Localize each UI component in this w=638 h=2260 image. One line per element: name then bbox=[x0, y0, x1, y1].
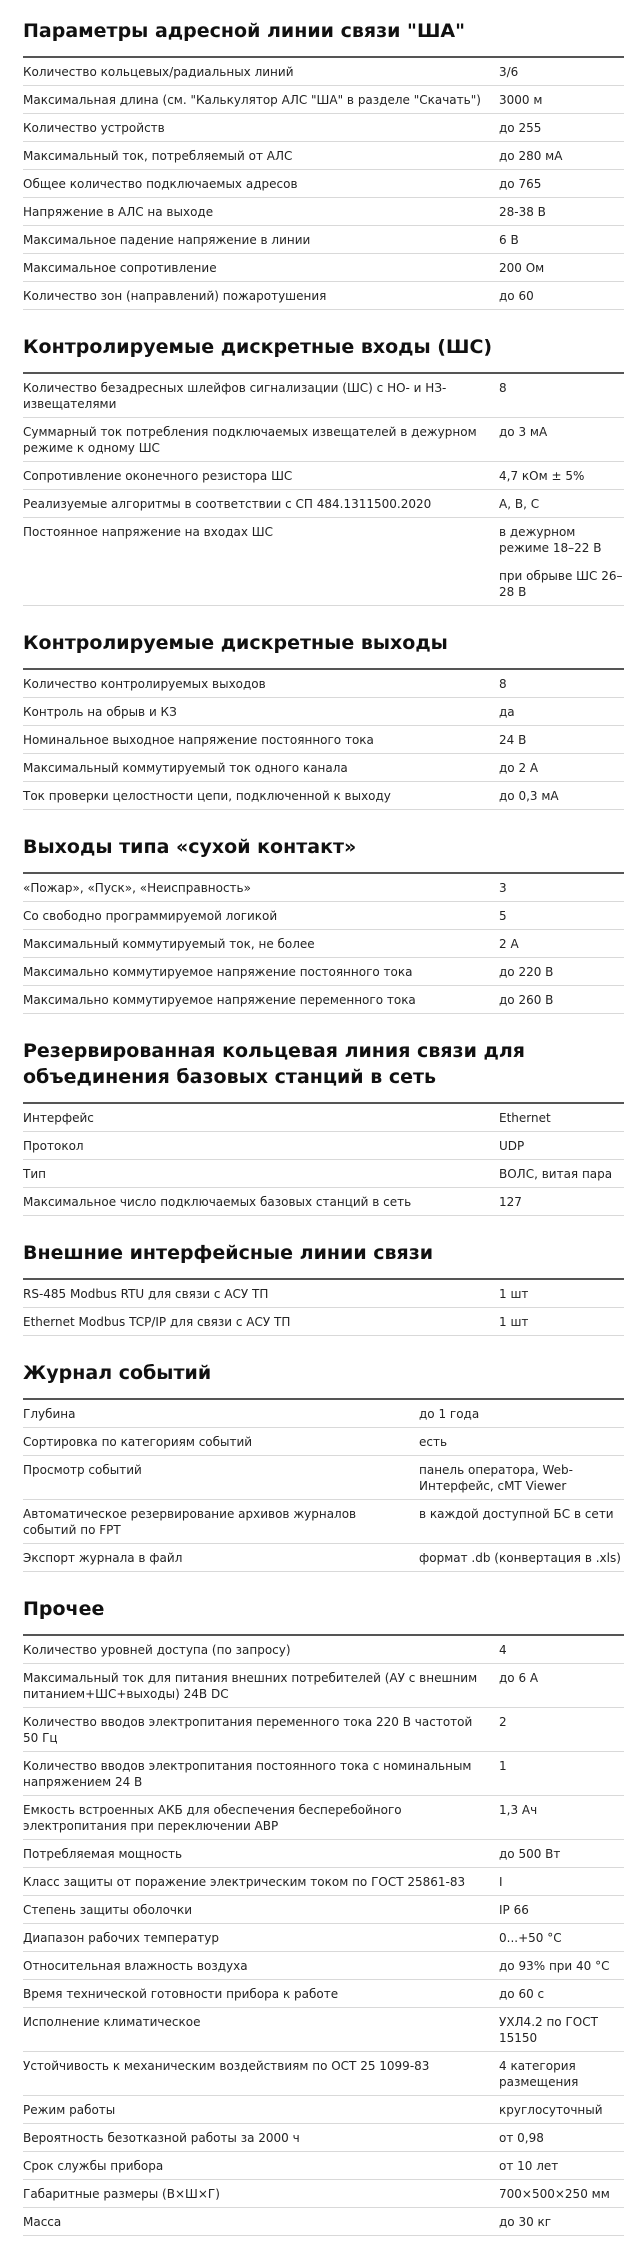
spec-row bbox=[23, 1544, 624, 1572]
spec-row bbox=[23, 282, 624, 310]
spec-value bbox=[499, 902, 624, 930]
spec-parameter: Максимальный ток для питания внешних потребителей (АУ с внешним питанием+ШС+выходы) 24В DC bbox=[23, 1664, 499, 1708]
spec-parameter: Ethernet Modbus TCP/IP для связи с АСУ ТП bbox=[23, 1308, 499, 1336]
spec-value bbox=[499, 2096, 624, 2124]
spec-value-line: ВОЛС, витая пара bbox=[499, 1167, 613, 1181]
spec-parameter: Количество кольцевых/радиальных линий bbox=[23, 57, 499, 86]
spec-value bbox=[499, 114, 624, 142]
spec-row bbox=[23, 1708, 624, 1752]
spec-row bbox=[23, 1308, 624, 1336]
spec-value bbox=[499, 726, 624, 754]
spec-value bbox=[499, 1279, 624, 1308]
spec-value-line: УХЛ4.2 по ГОСТ 15150 bbox=[499, 2015, 598, 2045]
spec-value bbox=[499, 1924, 624, 1952]
spec-parameter: Относительная влажность воздуха bbox=[23, 1952, 499, 1980]
spec-parameter: Количество безадресных шлейфов сигнализации (ШС) с НО- и НЗ-извещателями bbox=[23, 373, 499, 418]
spec-value-line: до 60 с bbox=[499, 1987, 545, 2001]
spec-value bbox=[499, 2180, 624, 2208]
spec-value-line: 28-38 В bbox=[499, 205, 546, 219]
spec-value-line: до 255 bbox=[499, 121, 542, 135]
spec-value bbox=[499, 754, 624, 782]
spec-value bbox=[499, 142, 624, 170]
spec-parameter: Устойчивость к механическим воздействиям по ОСТ 25 1099-83 bbox=[23, 2052, 499, 2096]
spec-parameter: Исполнение климатическое bbox=[23, 2008, 499, 2052]
spec-row bbox=[23, 1840, 624, 1868]
spec-value-line: 8 bbox=[499, 677, 507, 691]
spec-row bbox=[23, 1980, 624, 2008]
spec-value-line: 24 В bbox=[499, 733, 527, 747]
spec-value-line: 3000 м bbox=[499, 93, 543, 107]
spec-section bbox=[23, 1360, 624, 1572]
spec-row bbox=[23, 782, 624, 810]
spec-value-line: 6 В bbox=[499, 233, 519, 247]
spec-row bbox=[23, 1500, 624, 1544]
spec-value-line: IP 66 bbox=[499, 1903, 529, 1917]
spec-row bbox=[23, 373, 624, 418]
spec-value bbox=[499, 2208, 624, 2236]
spec-value bbox=[419, 1500, 624, 1544]
spec-row bbox=[23, 114, 624, 142]
spec-row bbox=[23, 698, 624, 726]
section-title: Прочее bbox=[23, 1598, 105, 1620]
spec-section bbox=[23, 1596, 624, 2236]
spec-row bbox=[23, 2008, 624, 2052]
spec-parameter: Время технической готовности прибора к работе bbox=[23, 1980, 499, 2008]
spec-value bbox=[499, 1952, 624, 1980]
spec-parameter: Реализуемые алгоритмы в соответствии с СП 484.1311500.2020 bbox=[23, 490, 499, 518]
spec-value bbox=[499, 254, 624, 282]
spec-row bbox=[23, 1796, 624, 1840]
spec-parameter: Режим работы bbox=[23, 2096, 499, 2124]
spec-value-line: до 220 В bbox=[499, 965, 554, 979]
section-title: Резервированная кольцевая линия связи для объединения базовых станций в сеть bbox=[23, 1040, 525, 1088]
spec-value bbox=[499, 1752, 624, 1796]
spec-value-line: до 30 кг bbox=[499, 2215, 552, 2229]
spec-value-line: от 0,98 bbox=[499, 2131, 544, 2145]
spec-row bbox=[23, 170, 624, 198]
spec-value-line: 5 bbox=[499, 909, 507, 923]
spec-value bbox=[499, 1308, 624, 1336]
spec-row bbox=[23, 726, 624, 754]
spec-value-line: А, В, С bbox=[499, 497, 540, 511]
spec-parameter: «Пожар», «Пуск», «Неисправность» bbox=[23, 873, 499, 902]
spec-row bbox=[23, 1132, 624, 1160]
spec-parameter: Степень защиты оболочки bbox=[23, 1896, 499, 1924]
spec-parameter: Максимально коммутируемое напряжение постоянного тока bbox=[23, 958, 499, 986]
spec-value bbox=[499, 669, 624, 698]
spec-value-line: до 500 Вт bbox=[499, 1847, 561, 1861]
spec-parameter: Максимальный коммутируемый ток одного канала bbox=[23, 754, 499, 782]
spec-section bbox=[23, 18, 624, 310]
spec-row bbox=[23, 669, 624, 698]
spec-row bbox=[23, 1868, 624, 1896]
spec-value bbox=[499, 1103, 624, 1132]
spec-parameter: Количество зон (направлений) пожаротушения bbox=[23, 282, 499, 310]
spec-value bbox=[499, 86, 624, 114]
spec-parameter: Максимальная длина (см. "Калькулятор АЛС "ША" в разделе "Скачать") bbox=[23, 86, 499, 114]
spec-row bbox=[23, 930, 624, 958]
spec-parameter: Суммарный ток потребления подключаемых извещателей в дежурном режиме к одному ШС bbox=[23, 418, 499, 462]
spec-row bbox=[23, 873, 624, 902]
spec-value bbox=[499, 1796, 624, 1840]
spec-table bbox=[23, 1398, 624, 1572]
spec-parameter: Интерфейс bbox=[23, 1103, 499, 1132]
spec-parameter: Количество вводов электропитания постоянного тока с номинальным напряжением 24 В bbox=[23, 1752, 499, 1796]
spec-value-line: 1 шт bbox=[499, 1287, 529, 1301]
spec-section bbox=[23, 1038, 624, 1216]
spec-row bbox=[23, 2152, 624, 2180]
spec-section bbox=[23, 834, 624, 1014]
spec-section bbox=[23, 334, 624, 606]
spec-row bbox=[23, 958, 624, 986]
spec-value-line: до 0,3 мА bbox=[499, 789, 559, 803]
spec-value bbox=[499, 1635, 624, 1664]
spec-value bbox=[499, 2152, 624, 2180]
spec-parameter: Постоянное напряжение на входах ШС bbox=[23, 518, 499, 606]
spec-table bbox=[23, 1278, 624, 1336]
spec-parameter: Номинальное выходное напряжение постоянного тока bbox=[23, 726, 499, 754]
spec-parameter: Автоматическое резервирование архивов журналов событий по FPT bbox=[23, 1500, 419, 1544]
spec-value-line: до 765 bbox=[499, 177, 542, 191]
spec-value bbox=[499, 2052, 624, 2096]
spec-table bbox=[23, 1634, 624, 2236]
spec-row bbox=[23, 1160, 624, 1188]
spec-value bbox=[499, 198, 624, 226]
spec-row bbox=[23, 2208, 624, 2236]
spec-value bbox=[499, 698, 624, 726]
spec-parameter: Потребляемая мощность bbox=[23, 1840, 499, 1868]
spec-row bbox=[23, 2124, 624, 2152]
spec-value-line: до 3 мА bbox=[499, 425, 548, 439]
spec-row bbox=[23, 1279, 624, 1308]
spec-value-line: 127 bbox=[499, 1195, 522, 1209]
spec-parameter: Общее количество подключаемых адресов bbox=[23, 170, 499, 198]
section-title: Журнал событий bbox=[23, 1362, 212, 1384]
spec-value-line: 200 Ом bbox=[499, 261, 545, 275]
spec-value bbox=[499, 1708, 624, 1752]
spec-parameter: Максимальное сопротивление bbox=[23, 254, 499, 282]
spec-value bbox=[499, 958, 624, 986]
spec-value-line: при обрыве ШС 26–28 В bbox=[499, 569, 623, 599]
spec-row bbox=[23, 1924, 624, 1952]
spec-row bbox=[23, 254, 624, 282]
section-title: Выходы типа «сухой контакт» bbox=[23, 836, 357, 858]
spec-row bbox=[23, 1664, 624, 1708]
spec-parameter: Ток проверки целостности цепи, подключенной к выходу bbox=[23, 782, 499, 810]
section-title: Параметры адресной линии связи "ША" bbox=[23, 20, 466, 42]
spec-parameter: Протокол bbox=[23, 1132, 499, 1160]
spec-value bbox=[499, 2124, 624, 2152]
spec-value-line: круглосуточный bbox=[499, 2103, 603, 2117]
spec-value-line: 2 bbox=[499, 1715, 507, 1729]
spec-parameter: Емкость встроенных АКБ для обеспечения бесперебойного электропитания при переключении АВР bbox=[23, 1796, 499, 1840]
spec-table bbox=[23, 372, 624, 606]
spec-row bbox=[23, 1635, 624, 1664]
spec-row bbox=[23, 1456, 624, 1500]
spec-value bbox=[499, 490, 624, 518]
spec-parameter: Просмотр событий bbox=[23, 1456, 419, 1500]
spec-parameter: Сортировка по категориям событий bbox=[23, 1428, 419, 1456]
spec-value-line: I bbox=[499, 1875, 503, 1889]
spec-row bbox=[23, 1952, 624, 1980]
section-title: Контролируемые дискретные входы (ШС) bbox=[23, 336, 493, 358]
spec-value bbox=[499, 2008, 624, 2052]
spec-row bbox=[23, 2096, 624, 2124]
spec-value-line: до 280 мА bbox=[499, 149, 563, 163]
spec-value bbox=[419, 1456, 624, 1500]
spec-value bbox=[499, 930, 624, 958]
spec-parameter: Диапазон рабочих температур bbox=[23, 1924, 499, 1952]
spec-section bbox=[23, 630, 624, 810]
spec-table bbox=[23, 872, 624, 1014]
spec-value-line: 1 шт bbox=[499, 1315, 529, 1329]
spec-value bbox=[499, 1132, 624, 1160]
spec-value-line: до 93% при 40 °С bbox=[499, 1959, 610, 1973]
spec-row bbox=[23, 198, 624, 226]
spec-row bbox=[23, 490, 624, 518]
spec-parameter: Максимальный коммутируемый ток, не более bbox=[23, 930, 499, 958]
spec-parameter: Масса bbox=[23, 2208, 499, 2236]
spec-row bbox=[23, 2052, 624, 2096]
spec-value-line: от 10 лет bbox=[499, 2159, 559, 2173]
spec-row bbox=[23, 902, 624, 930]
spec-value-line: 3/6 bbox=[499, 65, 519, 79]
spec-value-line: 8 bbox=[499, 381, 507, 395]
spec-parameter: RS-485 Modbus RTU для связи с АСУ ТП bbox=[23, 1279, 499, 1308]
spec-value-line: до 260 В bbox=[499, 993, 554, 1007]
spec-parameter: Экспорт журнала в файл bbox=[23, 1544, 419, 1572]
spec-value bbox=[419, 1399, 624, 1428]
spec-value-line: да bbox=[499, 705, 515, 719]
spec-row bbox=[23, 1896, 624, 1924]
spec-row bbox=[23, 142, 624, 170]
spec-parameter: Вероятность безотказной работы за 2000 ч bbox=[23, 2124, 499, 2152]
spec-value-line: панель оператора, Web-Интерфейс, cMT Viewer bbox=[419, 1463, 573, 1493]
spec-value bbox=[499, 1868, 624, 1896]
spec-value-line: формат .db (конвертация в .xls) bbox=[419, 1551, 621, 1565]
spec-value-line: 4 категория размещения bbox=[499, 2059, 579, 2089]
spec-parameter: Максимально коммутируемое напряжение переменного тока bbox=[23, 986, 499, 1014]
spec-row bbox=[23, 86, 624, 114]
spec-value-line: есть bbox=[419, 1435, 448, 1449]
spec-value bbox=[499, 418, 624, 462]
spec-value bbox=[499, 1188, 624, 1216]
spec-value-line: до 1 года bbox=[419, 1407, 480, 1421]
spec-value-line: в каждой доступной БС в сети bbox=[419, 1507, 614, 1521]
spec-value-line: до 6 А bbox=[499, 1671, 539, 1685]
spec-parameter: Тип bbox=[23, 1160, 499, 1188]
spec-row bbox=[23, 418, 624, 462]
spec-row bbox=[23, 2180, 624, 2208]
spec-value-line: 3 bbox=[499, 881, 507, 895]
spec-value bbox=[499, 873, 624, 902]
spec-value-line: 1,3 Ач bbox=[499, 1803, 538, 1817]
spec-parameter: Количество вводов электропитания переменного тока 220 В частотой 50 Гц bbox=[23, 1708, 499, 1752]
spec-row bbox=[23, 1103, 624, 1132]
spec-value bbox=[499, 782, 624, 810]
spec-row bbox=[23, 754, 624, 782]
spec-table bbox=[23, 1102, 624, 1216]
spec-parameter: Срок службы прибора bbox=[23, 2152, 499, 2180]
spec-section bbox=[23, 1240, 624, 1336]
spec-row bbox=[23, 226, 624, 254]
spec-value bbox=[499, 462, 624, 490]
spec-value-line: 2 А bbox=[499, 937, 519, 951]
spec-value bbox=[499, 1160, 624, 1188]
spec-value-line: 1 bbox=[499, 1759, 507, 1773]
spec-parameter: Количество устройств bbox=[23, 114, 499, 142]
spec-value bbox=[499, 1980, 624, 2008]
spec-parameter: Глубина bbox=[23, 1399, 419, 1428]
spec-parameter: Количество уровней доступа (по запросу) bbox=[23, 1635, 499, 1664]
spec-parameter: Со свободно программируемой логикой bbox=[23, 902, 499, 930]
spec-value-line: до 60 bbox=[499, 289, 534, 303]
spec-table bbox=[23, 668, 624, 810]
spec-value bbox=[499, 170, 624, 198]
spec-value bbox=[419, 1544, 624, 1572]
spec-parameter: Габаритные размеры (В×Ш×Г) bbox=[23, 2180, 499, 2208]
section-title: Внешние интерфейсные линии связи bbox=[23, 1242, 434, 1264]
spec-value-line: UDP bbox=[499, 1139, 525, 1153]
spec-row bbox=[23, 1399, 624, 1428]
spec-value bbox=[499, 518, 624, 606]
spec-value-line: 0...+50 °С bbox=[499, 1931, 562, 1945]
spec-row bbox=[23, 462, 624, 490]
spec-row bbox=[23, 518, 624, 606]
spec-row bbox=[23, 1188, 624, 1216]
spec-table bbox=[23, 56, 624, 310]
spec-parameter: Напряжение в АЛС на выходе bbox=[23, 198, 499, 226]
spec-parameter: Контроль на обрыв и КЗ bbox=[23, 698, 499, 726]
spec-parameter: Сопротивление оконечного резистора ШС bbox=[23, 462, 499, 490]
spec-value bbox=[499, 1896, 624, 1924]
spec-value bbox=[499, 57, 624, 86]
spec-value bbox=[499, 373, 624, 418]
spec-row bbox=[23, 1428, 624, 1456]
section-title: Контролируемые дискретные выходы bbox=[23, 632, 448, 654]
spec-value-line: 700×500×250 мм bbox=[499, 2187, 610, 2201]
spec-parameter: Количество контролируемых выходов bbox=[23, 669, 499, 698]
spec-row bbox=[23, 986, 624, 1014]
spec-value-line: Ethernet bbox=[499, 1111, 551, 1125]
spec-value bbox=[499, 282, 624, 310]
spec-parameter: Класс защиты от поражение электрическим током по ГОСТ 25861-83 bbox=[23, 1868, 499, 1896]
spec-value bbox=[499, 1840, 624, 1868]
spec-value bbox=[499, 1664, 624, 1708]
spec-value-line: 4,7 кОм ± 5% bbox=[499, 469, 585, 483]
spec-row bbox=[23, 57, 624, 86]
spec-value-line: 4 bbox=[499, 1643, 507, 1657]
spec-value bbox=[499, 986, 624, 1014]
spec-parameter: Максимальное падение напряжение в линии bbox=[23, 226, 499, 254]
spec-row bbox=[23, 1752, 624, 1796]
spec-value bbox=[499, 226, 624, 254]
spec-parameter: Максимальный ток, потребляемый от АЛС bbox=[23, 142, 499, 170]
spec-parameter: Максимальное число подключаемых базовых станций в сеть bbox=[23, 1188, 499, 1216]
spec-value bbox=[419, 1428, 624, 1456]
spec-value-line: в дежурном режиме 18–22 В bbox=[499, 525, 602, 555]
spec-value-line: до 2 А bbox=[499, 761, 539, 775]
